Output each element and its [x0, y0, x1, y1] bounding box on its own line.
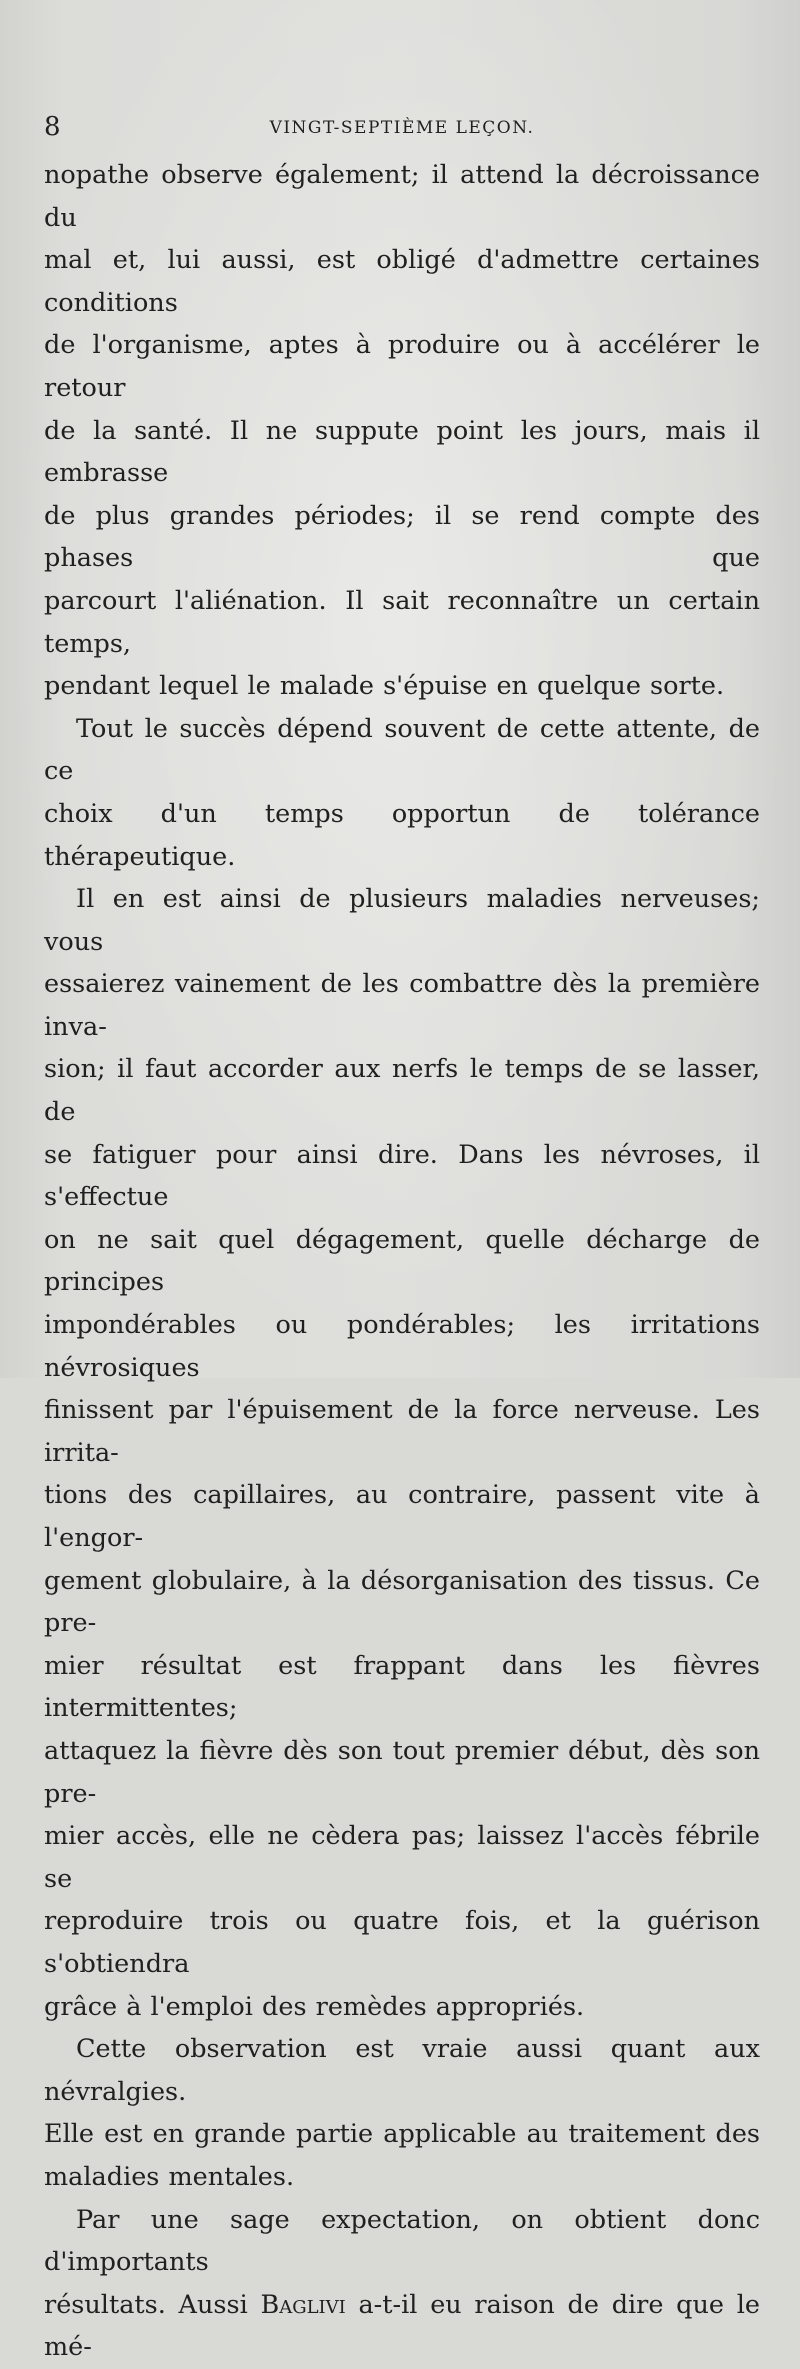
text-line: mal et, lui aussi, est obligé d'admettre certaines conditions — [44, 245, 760, 318]
text-line: Tout le succès dépend souvent de cette attente, de ce — [44, 713, 760, 787]
text-line: impondérables ou pondérables; les irritations névrosiques — [44, 1310, 760, 1383]
text-line: de plus grandes périodes; il se rend compte des phases que — [44, 500, 760, 574]
text-line: choix d'un temps opportun de tolérance thérapeutique. — [44, 798, 760, 872]
text-line: maladies mentales. — [44, 2161, 295, 2192]
text-fragment: résultats. Aussi — [44, 2289, 261, 2320]
text-line: parcourt l'aliénation. Il sait reconnaître un certain temps, — [44, 585, 760, 659]
text-line: on ne sait quel dégagement, quelle décharge de principes — [44, 1224, 760, 1298]
text-line: grâce à l'emploi des remèdes appropriés. — [44, 1991, 585, 2022]
paragraph-2 — [44, 708, 760, 878]
text-line: mier résultat est frappant dans les fièvres intermittentes; — [44, 1650, 760, 1724]
text-line: essaierez vainement de les combattre dès la première inva- — [44, 969, 760, 1042]
page-number: 8 — [44, 112, 61, 142]
text-line: attaquez la fièvre dès son tout premier début, dès son pre- — [44, 1735, 760, 1809]
body-text — [44, 154, 760, 2369]
text-line: se fatiguer pour ainsi dire. Dans les névroses, il s'effectue — [44, 1139, 760, 1213]
text-line: sion; il faut accorder aux nerfs le temps de se lasser, de — [44, 1054, 760, 1128]
running-head — [44, 112, 760, 148]
text-line: gement globulaire, à la désorganisation des tissus. Ce pre- — [44, 1565, 760, 1639]
text-line: Elle est en grande partie applicable au traitement des — [44, 2119, 760, 2150]
text-line: Cette observation est vraie aussi quant aux névralgies. — [44, 2034, 760, 2107]
text-line: Par une sage expectation, on obtient donc d'importants — [44, 2204, 760, 2278]
text-line: Il en est ainsi de plusieurs maladies nerveuses; vous — [44, 884, 760, 957]
text-line: reproduire trois ou quatre fois, et la guérison s'obtiendra — [44, 1906, 760, 1979]
text-line-final — [44, 2284, 760, 2369]
text-line: finissent par l'épuisement de la force nerveuse. Les irrita- — [44, 1395, 760, 1468]
text-line: mier accès, elle ne cèdera pas; laissez l'accès fébrile se — [44, 1821, 760, 1894]
text-line: tions des capillaires, au contraire, passent vite à l'engor- — [44, 1480, 760, 1553]
paragraph-4 — [44, 2028, 760, 2198]
text-line: pendant lequel le malade s'épuise en quelque sorte. — [44, 671, 725, 702]
text-line: de la santé. Il ne suppute point les jours, mais il embrasse — [44, 415, 760, 489]
text-fragment: a-t-il eu raison de dire que le mé- — [44, 2289, 760, 2363]
paragraph-3 — [44, 878, 760, 2028]
running-title: VINGT-SEPTIÈME LEÇON. — [269, 118, 535, 138]
text-line: de l'organisme, aptes à produire ou à accélérer le retour — [44, 330, 760, 403]
paragraph-5 — [44, 2199, 760, 2369]
paragraph-1 — [44, 154, 760, 708]
author-name: Baglivi — [260, 2289, 346, 2320]
text-line: nopathe observe également; il attend la décroissance du — [44, 160, 760, 233]
